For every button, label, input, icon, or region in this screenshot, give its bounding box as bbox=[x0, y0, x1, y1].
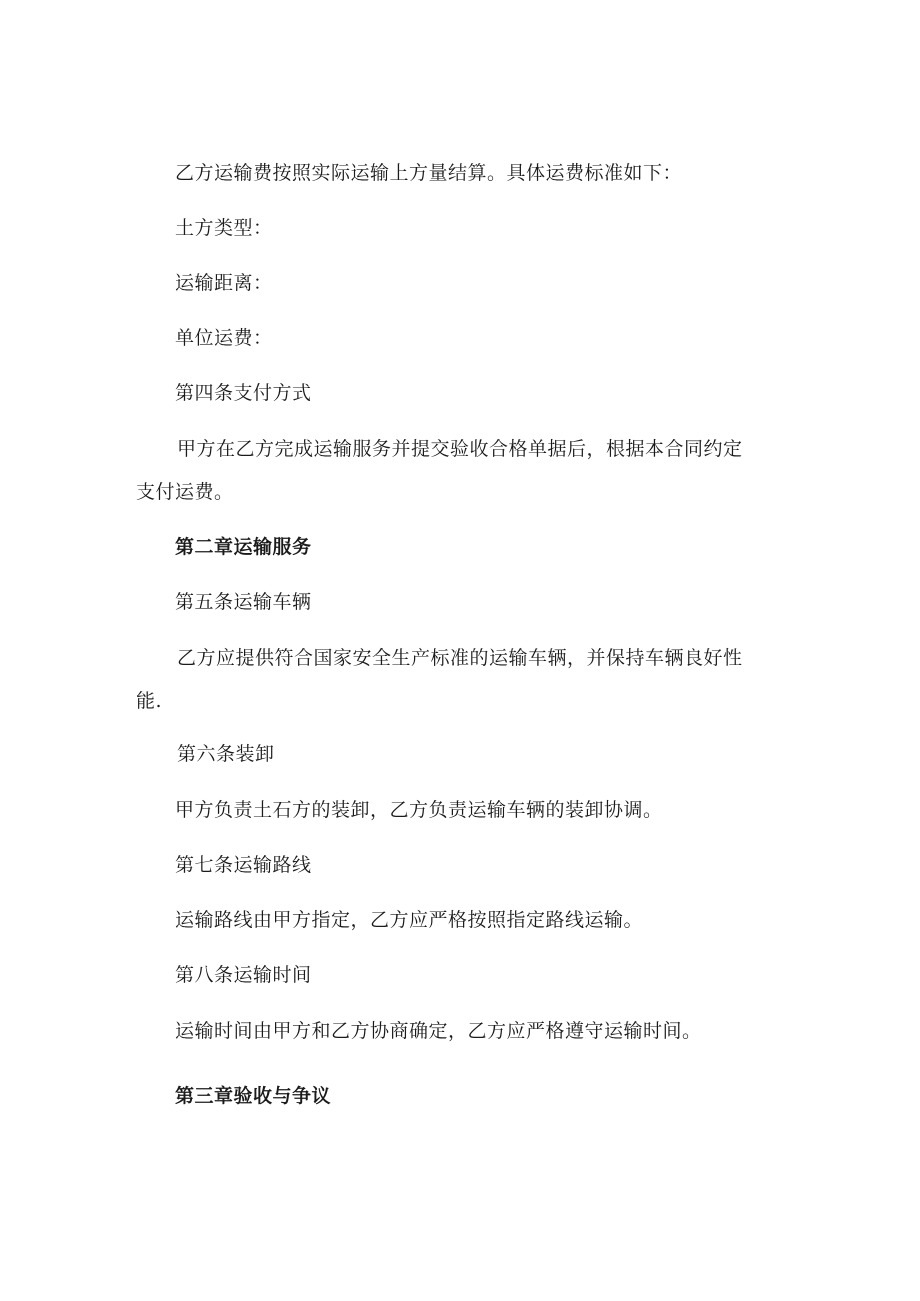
article-5-title: 第五条运输车辆 bbox=[175, 591, 312, 613]
chapter-3-heading: 第三章验收与争议 bbox=[175, 1085, 332, 1107]
vehicle-paragraph-line-2: 能. bbox=[136, 690, 163, 712]
unit-fee-label: 单位运费： bbox=[175, 327, 273, 349]
distance-label: 运输距离： bbox=[175, 272, 273, 294]
loading-text: 甲方负责土石方的装卸，乙方负责运输车辆的装卸协调。 bbox=[175, 799, 663, 821]
vehicle-paragraph-line-1: 乙方应提供符合国家安全生产标准的运输车辆，并保持车辆良好性 bbox=[177, 647, 743, 669]
chapter-2-heading: 第二章运输服务 bbox=[175, 536, 312, 558]
article-8-title: 第八条运输时间 bbox=[175, 964, 312, 986]
article-6-title: 第六条装卸 bbox=[177, 743, 275, 765]
payment-paragraph-line-1: 甲方在乙方完成运输服务并提交验收合格单据后，根据本合同约定 bbox=[177, 438, 743, 460]
time-text: 运输时间由甲方和乙方协商确定，乙方应严格遵守运输时间。 bbox=[175, 1020, 702, 1042]
article-4-title: 第四条支付方式 bbox=[175, 382, 312, 404]
earth-type-label: 土方类型： bbox=[175, 217, 273, 239]
route-text: 运输路线由甲方指定，乙方应严格按照指定路线运输。 bbox=[175, 909, 644, 931]
article-7-title: 第七条运输路线 bbox=[175, 854, 312, 876]
fee-basis-text: 乙方运输费按照实际运输上方量结算。具体运费标准如下： bbox=[175, 162, 683, 184]
payment-paragraph-line-2: 支付运费。 bbox=[136, 481, 234, 503]
